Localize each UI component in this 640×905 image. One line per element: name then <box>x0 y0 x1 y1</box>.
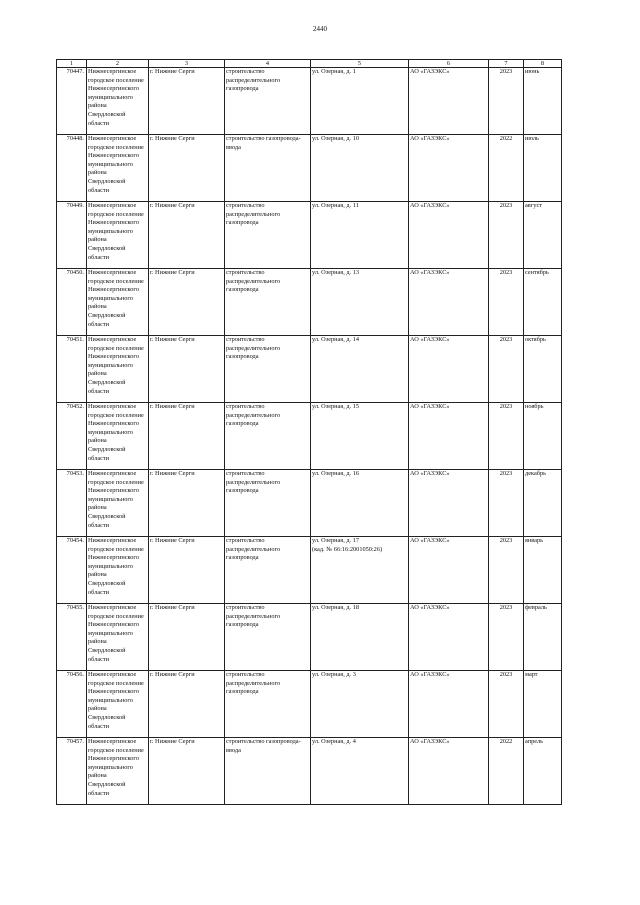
settlement-line: Свердловской <box>88 110 126 118</box>
year-cell: 2023 <box>489 537 524 604</box>
month-cell: июль <box>524 135 562 202</box>
address-line: ул. Озерная, д. 16 <box>312 470 359 477</box>
row-number-cell: 70449. <box>57 202 87 269</box>
address-line: ул. Озерная, д. 11 <box>312 202 359 209</box>
address-cell <box>311 738 409 805</box>
address-line: ул. Озерная, д. 4 <box>312 738 356 745</box>
settlement-line: Нижнесергинское <box>88 470 137 477</box>
settlement-line: городское поселение <box>88 478 144 486</box>
table-row <box>57 671 562 738</box>
table-row <box>57 604 562 671</box>
work-type-line: распределительного <box>226 478 281 486</box>
locality-cell: г. Нижние Серги <box>149 403 225 470</box>
settlement-line: городское поселение <box>88 143 144 151</box>
address-cell <box>311 202 409 269</box>
settlement-line: Нижнесергинского <box>88 353 139 361</box>
page-number: 2440 <box>313 25 327 33</box>
row-number-cell: 70453. <box>57 470 87 537</box>
settlement-line: Нижнесергинское <box>88 68 137 75</box>
settlement-line: муниципального <box>88 160 133 168</box>
work-type-cell <box>225 269 311 336</box>
work-type-line: строительство <box>226 336 265 343</box>
organization-cell: АО «ГАЗЭКС» <box>409 470 489 537</box>
year-cell: 2023 <box>489 604 524 671</box>
settlement-line: района <box>88 169 107 177</box>
work-type-line: распределительного <box>226 679 281 687</box>
table-row <box>57 135 562 202</box>
month-cell: сентябрь <box>524 269 562 336</box>
settlement-line: Свердловской <box>88 780 126 788</box>
address-cell <box>311 135 409 202</box>
column-number: 5 <box>311 60 409 68</box>
settlement-cell <box>87 738 149 805</box>
table-body <box>57 68 562 805</box>
settlement-line: муниципального <box>88 294 133 302</box>
locality-cell: г. Нижние Серги <box>149 269 225 336</box>
work-type-line: распределительного <box>226 210 281 218</box>
settlement-line: муниципального <box>88 562 133 570</box>
settlement-line: района <box>88 504 107 512</box>
locality-cell: г. Нижние Серги <box>149 738 225 805</box>
settlement-line: области <box>88 454 110 462</box>
settlement-line: городское поселение <box>88 344 144 352</box>
settlement-line: района <box>88 102 107 110</box>
settlement-line: муниципального <box>88 428 133 436</box>
settlement-line: Нижнесергинского <box>88 487 139 495</box>
settlement-line: Свердловской <box>88 646 126 654</box>
settlement-line: Свердловской <box>88 311 126 319</box>
locality-cell: г. Нижние Серги <box>149 202 225 269</box>
year-cell: 2023 <box>489 671 524 738</box>
settlement-line: Свердловской <box>88 713 126 721</box>
work-type-line: ввода <box>226 143 241 151</box>
row-number-cell: 70447. <box>57 68 87 135</box>
month-cell: январь <box>524 537 562 604</box>
address-line: ул. Озерная, д. 15 <box>312 403 359 410</box>
locality-cell: г. Нижние Серги <box>149 671 225 738</box>
organization-cell: АО «ГАЗЭКС» <box>409 202 489 269</box>
work-type-cell <box>225 336 311 403</box>
work-type-cell <box>225 671 311 738</box>
settlement-cell <box>87 671 149 738</box>
table-row <box>57 537 562 604</box>
column-number: 1 <box>57 60 87 68</box>
column-number: 4 <box>225 60 311 68</box>
row-number-cell: 70450. <box>57 269 87 336</box>
settlement-line: городское поселение <box>88 545 144 553</box>
year-cell: 2023 <box>489 202 524 269</box>
work-type-line: строительство <box>226 537 265 544</box>
settlement-line: Нижнесергинское <box>88 403 137 410</box>
settlement-line: Свердловской <box>88 445 126 453</box>
settlement-line: муниципального <box>88 763 133 771</box>
settlement-line: Нижнесергинского <box>88 286 139 294</box>
settlement-cell <box>87 269 149 336</box>
gasification-table <box>56 59 562 805</box>
work-type-line: распределительного <box>226 76 281 84</box>
column-number-row <box>57 60 562 68</box>
organization-cell: АО «ГАЗЭКС» <box>409 537 489 604</box>
work-type-line: газопровода <box>226 621 259 629</box>
settlement-line: Нижнесергинское <box>88 738 137 745</box>
address-line: ул. Озерная, д. 13 <box>312 269 359 276</box>
settlement-line: Нижнесергинское <box>88 336 137 343</box>
address-cell <box>311 269 409 336</box>
settlement-line: городское поселение <box>88 612 144 620</box>
work-type-line: газопровода <box>226 487 259 495</box>
year-cell: 2023 <box>489 470 524 537</box>
locality-cell: г. Нижние Серги <box>149 135 225 202</box>
work-type-line: строительство <box>226 269 265 276</box>
month-cell: октябрь <box>524 336 562 403</box>
settlement-line: муниципального <box>88 696 133 704</box>
work-type-line: газопровода <box>226 85 259 93</box>
work-type-line: газопровода <box>226 554 259 562</box>
year-cell: 2023 <box>489 269 524 336</box>
settlement-line: района <box>88 705 107 713</box>
settlement-line: области <box>88 186 110 194</box>
settlement-line: муниципального <box>88 93 133 101</box>
work-type-line: газопровода <box>226 420 259 428</box>
settlement-line: городское поселение <box>88 679 144 687</box>
settlement-line: Свердловской <box>88 579 126 587</box>
settlement-line: области <box>88 320 110 328</box>
settlement-line: Нижнесергинское <box>88 135 137 142</box>
address-cell <box>311 68 409 135</box>
settlement-cell <box>87 202 149 269</box>
work-type-line: распределительного <box>226 344 281 352</box>
settlement-line: района <box>88 437 107 445</box>
settlement-line: области <box>88 588 110 596</box>
settlement-line: района <box>88 571 107 579</box>
work-type-line: строительство газопровода- <box>226 738 301 745</box>
work-type-cell <box>225 202 311 269</box>
work-type-line: строительство газопровода- <box>226 135 301 142</box>
settlement-line: области <box>88 119 110 127</box>
year-cell: 2022 <box>489 135 524 202</box>
row-number-cell: 70456. <box>57 671 87 738</box>
settlement-line: Нижнесергинское <box>88 671 137 678</box>
row-number-cell: 70452. <box>57 403 87 470</box>
work-type-cell <box>225 135 311 202</box>
work-type-line: газопровода <box>226 688 259 696</box>
address-line: ул. Озерная, д. 3 <box>312 671 356 678</box>
work-type-line: газопровода <box>226 219 259 227</box>
settlement-line: Нижнесергинское <box>88 537 137 544</box>
work-type-line: строительство <box>226 671 265 678</box>
year-cell: 2022 <box>489 738 524 805</box>
settlement-line: Нижнесергинского <box>88 85 139 93</box>
settlement-line: Нижнесергинское <box>88 269 137 276</box>
settlement-cell <box>87 135 149 202</box>
month-cell: декабрь <box>524 470 562 537</box>
address-line: ул. Озерная, д. 18 <box>312 604 359 611</box>
locality-cell: г. Нижние Серги <box>149 537 225 604</box>
column-number: 6 <box>409 60 489 68</box>
row-number-cell: 70454. <box>57 537 87 604</box>
row-number-cell: 70457. <box>57 738 87 805</box>
work-type-cell <box>225 68 311 135</box>
settlement-line: района <box>88 236 107 244</box>
settlement-line: Нижнесергинского <box>88 152 139 160</box>
settlement-cell <box>87 537 149 604</box>
organization-cell: АО «ГАЗЭКС» <box>409 135 489 202</box>
address-cell <box>311 403 409 470</box>
work-type-line: газопровода <box>226 286 259 294</box>
settlement-line: Свердловской <box>88 177 126 185</box>
address-cell <box>311 537 409 604</box>
work-type-line: строительство <box>226 604 265 611</box>
settlement-line: Нижнесергинского <box>88 688 139 696</box>
address-line: ул. Озерная, д. 17 <box>312 537 359 544</box>
organization-cell: АО «ГАЗЭКС» <box>409 269 489 336</box>
table-row <box>57 738 562 805</box>
column-number: 3 <box>149 60 225 68</box>
work-type-line: распределительного <box>226 545 281 553</box>
address-line: ул. Озерная, д. 10 <box>312 135 359 142</box>
work-type-cell <box>225 738 311 805</box>
work-type-cell <box>225 403 311 470</box>
settlement-line: муниципального <box>88 495 133 503</box>
settlement-cell <box>87 604 149 671</box>
organization-cell: АО «ГАЗЭКС» <box>409 604 489 671</box>
work-type-cell <box>225 537 311 604</box>
table-row <box>57 202 562 269</box>
settlement-cell <box>87 68 149 135</box>
year-cell: 2023 <box>489 336 524 403</box>
address-cell <box>311 604 409 671</box>
month-cell: март <box>524 671 562 738</box>
work-type-line: распределительного <box>226 612 281 620</box>
settlement-cell <box>87 336 149 403</box>
settlement-line: муниципального <box>88 227 133 235</box>
settlement-line: городское поселение <box>88 746 144 754</box>
year-cell: 2023 <box>489 403 524 470</box>
work-type-cell <box>225 604 311 671</box>
settlement-line: Свердловской <box>88 244 126 252</box>
month-cell: ноябрь <box>524 403 562 470</box>
table-row <box>57 336 562 403</box>
settlement-line: городское поселение <box>88 76 144 84</box>
settlement-line: области <box>88 789 110 797</box>
work-type-cell <box>225 470 311 537</box>
settlement-line: области <box>88 722 110 730</box>
settlement-line: Свердловской <box>88 512 126 520</box>
work-type-line: распределительного <box>226 277 281 285</box>
address-line: ул. Озерная, д. 14 <box>312 336 359 343</box>
address-cell <box>311 470 409 537</box>
address-cell <box>311 671 409 738</box>
locality-cell: г. Нижние Серги <box>149 68 225 135</box>
organization-cell: АО «ГАЗЭКС» <box>409 68 489 135</box>
organization-cell: АО «ГАЗЭКС» <box>409 336 489 403</box>
settlement-line: района <box>88 370 107 378</box>
settlement-line: области <box>88 655 110 663</box>
table-row <box>57 470 562 537</box>
settlement-line: района <box>88 303 107 311</box>
table-row <box>57 403 562 470</box>
settlement-line: Нижнесергинское <box>88 604 137 611</box>
month-cell: февраль <box>524 604 562 671</box>
work-type-line: строительство <box>226 470 265 477</box>
year-cell: 2023 <box>489 68 524 135</box>
organization-cell: АО «ГАЗЭКС» <box>409 738 489 805</box>
locality-cell: г. Нижние Серги <box>149 336 225 403</box>
settlement-line: городское поселение <box>88 277 144 285</box>
work-type-line: газопровода <box>226 353 259 361</box>
column-number: 2 <box>87 60 149 68</box>
organization-cell: АО «ГАЗЭКС» <box>409 403 489 470</box>
settlement-line: Нижнесергинского <box>88 219 139 227</box>
row-number-cell: 70451. <box>57 336 87 403</box>
settlement-line: городское поселение <box>88 411 144 419</box>
settlement-line: Нижнесергинское <box>88 202 137 209</box>
settlement-cell <box>87 403 149 470</box>
locality-cell: г. Нижние Серги <box>149 470 225 537</box>
settlement-line: области <box>88 253 110 261</box>
work-type-line: строительство <box>226 403 265 410</box>
work-type-line: строительство <box>226 68 265 75</box>
settlement-line: Нижнесергинского <box>88 554 139 562</box>
work-type-line: распределительного <box>226 411 281 419</box>
settlement-cell <box>87 470 149 537</box>
settlement-line: Нижнесергинского <box>88 755 139 763</box>
settlement-line: района <box>88 772 107 780</box>
month-cell: апрель <box>524 738 562 805</box>
settlement-line: Нижнесергинского <box>88 420 139 428</box>
settlement-line: района <box>88 638 107 646</box>
settlement-line: муниципального <box>88 361 133 369</box>
settlement-line: городское поселение <box>88 210 144 218</box>
row-number-cell: 70455. <box>57 604 87 671</box>
address-line: ул. Озерная, д. 1 <box>312 68 356 75</box>
work-type-line: ввода <box>226 746 241 754</box>
column-number: 8 <box>524 60 562 68</box>
settlement-line: области <box>88 387 110 395</box>
table-row <box>57 269 562 336</box>
month-cell: июнь <box>524 68 562 135</box>
month-cell: август <box>524 202 562 269</box>
settlement-line: области <box>88 521 110 529</box>
column-number: 7 <box>489 60 524 68</box>
settlement-line: Нижнесергинского <box>88 621 139 629</box>
organization-cell: АО «ГАЗЭКС» <box>409 671 489 738</box>
settlement-line: Свердловской <box>88 378 126 386</box>
address-cell <box>311 336 409 403</box>
locality-cell: г. Нижние Серги <box>149 604 225 671</box>
address-line: (кад. № 66:16:2001050:26) <box>312 545 383 553</box>
row-number-cell: 70448. <box>57 135 87 202</box>
work-type-line: строительство <box>226 202 265 209</box>
table-row <box>57 68 562 135</box>
settlement-line: муниципального <box>88 629 133 637</box>
